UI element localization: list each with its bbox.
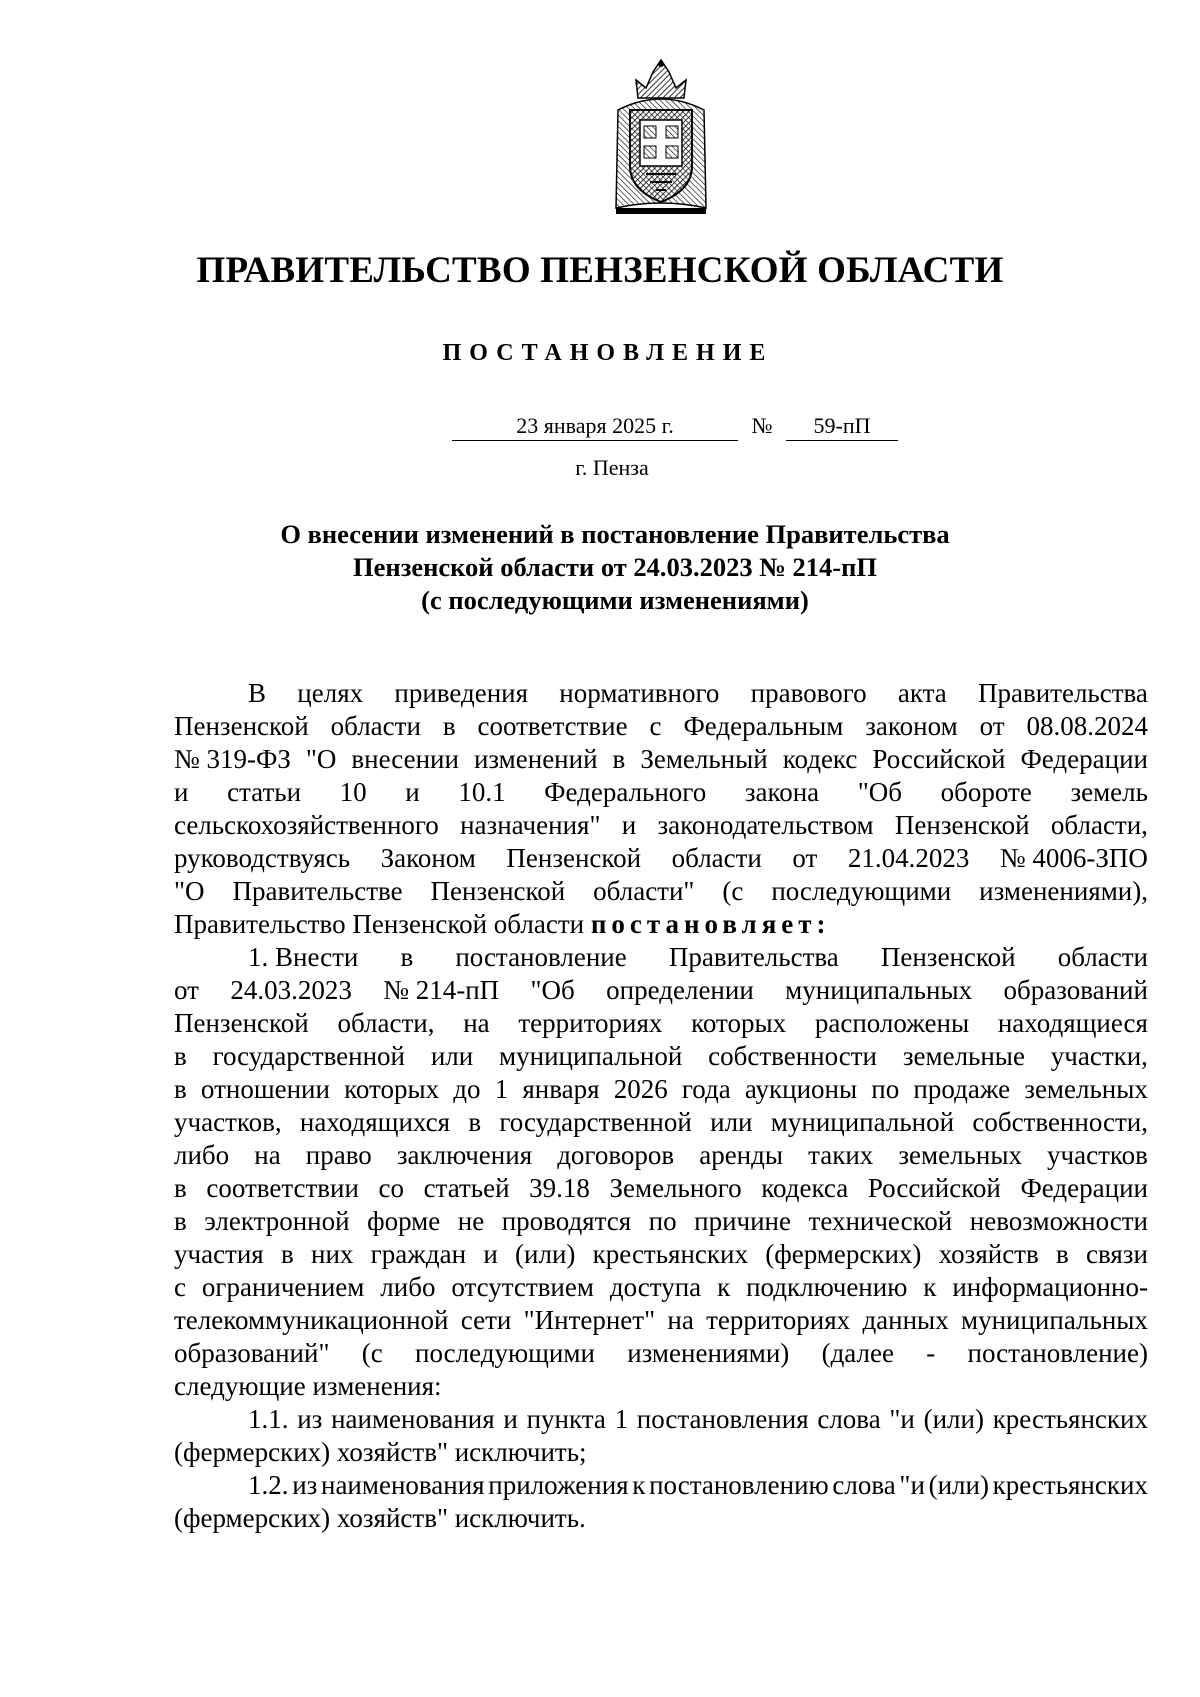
word: с: [174, 1272, 186, 1302]
text-line: [174, 809, 1148, 842]
word: (с: [361, 1338, 383, 1368]
word: Земельный: [640, 744, 768, 774]
word: (с: [722, 876, 744, 906]
word: законодательством: [657, 810, 874, 840]
word: Федеральным: [683, 711, 844, 741]
clause-1-paragraph: [174, 941, 1148, 1403]
word: (или): [928, 1470, 989, 1500]
word: от: [979, 711, 1005, 741]
document-number: 59-пП: [786, 412, 898, 441]
subject-line: О внесении изменений в постановление Правительства: [280, 519, 950, 549]
word: государственной: [499, 1107, 692, 1137]
word: электронной: [204, 1206, 350, 1236]
word: до: [453, 1074, 481, 1104]
word: расположены: [814, 1008, 970, 1038]
word: внесении: [351, 744, 459, 774]
word: 39.18: [529, 1173, 590, 1203]
word: проводятся: [501, 1206, 632, 1236]
word: образований: [1003, 975, 1148, 1005]
word: на: [254, 1140, 281, 1170]
word: находящихся: [299, 1107, 451, 1137]
word: информационно-: [952, 1272, 1148, 1302]
word: в: [1056, 1239, 1069, 1269]
word: к: [632, 1470, 646, 1500]
word: 24.03.2023: [230, 975, 352, 1005]
word: земельных: [1024, 1074, 1148, 1104]
word: приложения: [488, 1470, 629, 1500]
word: со: [378, 1173, 404, 1203]
word: аукционы: [744, 1074, 858, 1104]
word: право: [305, 1140, 372, 1170]
subject-line: (с последующими изменениями): [421, 585, 809, 615]
text-line: [174, 1073, 1148, 1106]
word: собственности,: [972, 1107, 1148, 1137]
word: 08.08.2024: [1026, 711, 1148, 741]
word: связи: [1086, 1239, 1148, 1269]
word: целях: [297, 678, 364, 708]
word: продаже: [913, 1074, 1011, 1104]
text-line: [174, 1007, 1148, 1040]
text-line: [174, 908, 1148, 941]
word: законом: [865, 711, 958, 741]
word: на: [667, 1305, 694, 1335]
coat-of-arms-emblem: [606, 58, 716, 218]
word: области": [593, 876, 695, 906]
text-line: (фермерских) хозяйств" исключить;: [174, 1437, 587, 1467]
word: -: [926, 1338, 936, 1368]
word: муниципальных: [960, 1305, 1148, 1335]
word: постановление: [455, 942, 627, 972]
word: и: [483, 1239, 498, 1269]
word: 10: [339, 777, 367, 807]
word: Законом: [380, 843, 476, 873]
document-date: 23 января 2025 г.: [452, 412, 738, 441]
word: договоров: [557, 1140, 675, 1170]
word: Пензенской: [880, 942, 1016, 972]
word: хозяйств: [938, 1239, 1039, 1269]
word: области,: [1050, 810, 1148, 840]
text-segment: Правительство Пензенской области: [174, 909, 591, 939]
word: (или): [515, 1239, 576, 1269]
word: участия: [174, 1239, 264, 1269]
word: или: [430, 1041, 474, 1071]
word: руководствуясь: [174, 843, 351, 873]
word: в: [174, 1074, 187, 1104]
text-line: [174, 842, 1148, 875]
word: слова: [817, 1404, 881, 1434]
word: 1: [494, 1074, 509, 1104]
word: нормативного: [559, 678, 720, 708]
clause-1-2-paragraph: [174, 1469, 1148, 1535]
word: в: [174, 1173, 187, 1203]
word: Пензенской: [174, 1008, 309, 1038]
word: от: [792, 843, 818, 873]
word: постановления: [636, 1404, 809, 1434]
word: постановление): [967, 1338, 1148, 1368]
word: муниципальной: [499, 1041, 683, 1071]
word: приведения: [394, 678, 529, 708]
word: образований": [174, 1338, 330, 1368]
word: либо: [380, 1272, 436, 1302]
word: постановлению: [649, 1470, 829, 1500]
word: земельные: [902, 1041, 1025, 1071]
word: Земельного: [609, 1173, 742, 1203]
text-line: [174, 1040, 1148, 1073]
word: муниципальной: [770, 1107, 955, 1137]
word: аренды: [699, 1140, 784, 1170]
word: определении: [606, 975, 754, 1005]
word: граждан: [370, 1239, 467, 1269]
document-body: [174, 677, 1148, 1535]
word: статьей: [423, 1173, 510, 1203]
word: 1.1.: [248, 1404, 289, 1434]
word: Федерации: [1020, 1173, 1148, 1203]
word: обороте: [940, 777, 1032, 807]
word: 1.2.: [248, 1470, 289, 1500]
text-line: [174, 1106, 1148, 1139]
word: земельных: [898, 1140, 1022, 1170]
word: и: [503, 1404, 518, 1434]
word: "Интернет": [523, 1305, 656, 1335]
word: 21.04.2023: [847, 843, 970, 873]
word: Правительстве: [232, 876, 403, 906]
word: Правительства: [978, 678, 1148, 708]
word: 1. Внести: [248, 942, 359, 972]
word: кодекс: [782, 744, 858, 774]
word: территориях: [706, 1305, 851, 1335]
word: соответствии: [206, 1173, 359, 1203]
word: области: [671, 843, 762, 873]
word: по: [648, 1206, 677, 1236]
word: изменениями),: [979, 876, 1148, 906]
word: Пензенской: [174, 711, 309, 741]
word: крестьянских: [992, 1470, 1148, 1500]
word: подключению: [746, 1272, 908, 1302]
text-line: [174, 1205, 1148, 1238]
word: территориях: [518, 1008, 663, 1038]
word: из: [297, 1404, 323, 1434]
word: № 214-пП: [383, 975, 500, 1005]
word: в: [468, 1107, 482, 1137]
word: из: [292, 1470, 318, 1500]
word: отношении: [200, 1074, 330, 1104]
word: причине: [694, 1206, 791, 1236]
document-city: г. Пенза: [575, 455, 649, 480]
word: технической: [808, 1206, 953, 1236]
word: в: [280, 1239, 294, 1269]
word: изменениями): [627, 1338, 790, 1368]
text-line: [174, 1271, 1148, 1304]
word: которых: [691, 1008, 787, 1038]
text-line: [174, 1403, 1148, 1436]
word: (или): [923, 1404, 984, 1434]
word: "О: [305, 744, 337, 774]
clause-1-1-paragraph: [174, 1403, 1148, 1469]
word: В: [248, 678, 267, 708]
text-line: [174, 875, 1148, 908]
word: отсутствием: [451, 1272, 594, 1302]
word: Правительства: [668, 942, 839, 972]
word: сельскохозяйственного: [174, 810, 439, 840]
word: "Об: [857, 777, 903, 807]
word: участков: [1047, 1140, 1148, 1170]
text-line: [174, 1238, 1148, 1271]
word: соответствие: [477, 711, 628, 741]
word: "и: [899, 1470, 925, 1500]
word: января: [522, 1074, 600, 1104]
word: закона: [744, 777, 820, 807]
word: крестьянских: [992, 1404, 1148, 1434]
text-line: [174, 1304, 1148, 1337]
word: "О: [174, 876, 205, 906]
word: участки,: [1050, 1041, 1148, 1071]
subject-line: Пензенской области от 24.03.2023 № 214-пП: [353, 552, 877, 582]
word: и: [405, 777, 420, 807]
word: слова: [832, 1470, 896, 1500]
word: которых: [344, 1074, 440, 1104]
word: или: [710, 1107, 753, 1137]
word: Пензенской: [894, 810, 1030, 840]
word: в: [400, 942, 414, 972]
word: телекоммуникационной: [174, 1305, 449, 1335]
word: Российской: [872, 744, 1006, 774]
word: не: [457, 1206, 485, 1236]
word: изменений: [473, 744, 598, 774]
word: Пензенской: [430, 876, 566, 906]
word: № 4006-ЗПО: [999, 843, 1148, 873]
text-line: [174, 1172, 1148, 1205]
word: области,: [337, 1008, 435, 1038]
word: акта: [897, 678, 947, 708]
word: них: [311, 1239, 354, 1269]
word: последующими: [771, 876, 952, 906]
word: правового: [750, 678, 867, 708]
word: Федерации: [1020, 744, 1148, 774]
word: (далее: [821, 1338, 894, 1368]
text-line: [174, 1337, 1148, 1370]
word: Пензенской: [506, 843, 642, 873]
text-line: [174, 776, 1148, 809]
word: 1: [614, 1404, 629, 1434]
word: земель: [1070, 777, 1148, 807]
word: наименования: [331, 1404, 495, 1434]
text-line: [174, 1469, 1148, 1502]
word: к: [717, 1272, 731, 1302]
word: муниципальных: [785, 975, 973, 1005]
word: № 319-ФЗ: [174, 744, 291, 774]
word: "и: [889, 1404, 915, 1434]
word: последующими: [415, 1338, 595, 1368]
word: наименования: [321, 1470, 485, 1500]
word: 10.1: [458, 777, 506, 807]
text-line: (фермерских) хозяйств" исключить.: [174, 1503, 586, 1533]
text-line: [174, 743, 1148, 776]
text-line: [174, 941, 1148, 974]
preamble-paragraph: [174, 677, 1148, 941]
word: государственной: [212, 1041, 406, 1071]
organization-title: ПРАВИТЕЛЬСТВО ПЕНЗЕНСКОЙ ОБЛАСТИ: [196, 250, 1004, 291]
word: и: [621, 810, 637, 840]
word: года: [681, 1074, 731, 1104]
word: крестьянских: [592, 1239, 748, 1269]
word: находящиеся: [997, 1008, 1148, 1038]
word: области: [330, 711, 421, 741]
word: ограничением: [201, 1272, 365, 1302]
word: участков,: [174, 1107, 282, 1137]
word: от: [174, 975, 199, 1005]
word: в: [174, 1041, 187, 1071]
text-line: [174, 710, 1148, 743]
text-line: [174, 974, 1148, 1007]
text-line: следующие изменения:: [174, 1371, 442, 1401]
word: по: [871, 1074, 900, 1104]
word: области: [1057, 942, 1148, 972]
word: данных: [862, 1305, 949, 1335]
word: назначения": [460, 810, 601, 840]
word: и: [174, 777, 189, 807]
word: Российской: [867, 1173, 1001, 1203]
word: форме: [367, 1206, 441, 1236]
text-line: [174, 1139, 1148, 1172]
number-sign: №: [751, 413, 773, 438]
word: 2026: [613, 1074, 668, 1104]
text-line: [174, 677, 1148, 710]
word: в: [612, 744, 626, 774]
word: в: [442, 711, 456, 741]
word: таких: [808, 1140, 874, 1170]
word: невозможности: [969, 1206, 1148, 1236]
word: (фермерских): [765, 1239, 922, 1269]
word: сети: [460, 1305, 512, 1335]
word: с: [649, 711, 662, 741]
word: доступа: [609, 1272, 702, 1302]
word: Федерального: [544, 777, 707, 807]
document-type: ПОСТАНОВЛЕНИЕ: [442, 340, 774, 366]
word: заключения: [396, 1140, 533, 1170]
word: "Об: [530, 975, 575, 1005]
word: кодекса: [761, 1173, 849, 1203]
word: к: [923, 1272, 937, 1302]
word: либо: [174, 1140, 230, 1170]
document-subject: [180, 518, 1050, 617]
word: статьи: [227, 777, 302, 807]
word: на: [463, 1008, 490, 1038]
word: собственности: [708, 1041, 878, 1071]
resolution-keyword: постановляет:: [590, 909, 831, 939]
word: в: [174, 1206, 187, 1236]
word: пункта: [526, 1404, 606, 1434]
